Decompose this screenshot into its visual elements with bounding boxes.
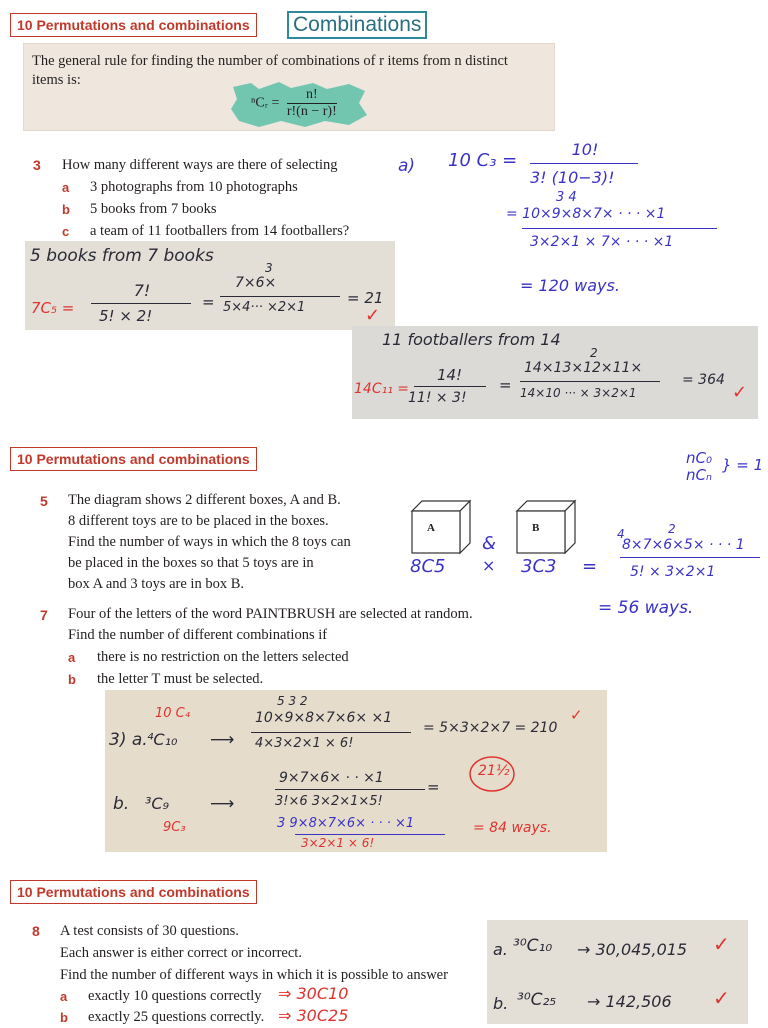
handwritten-numerator: 8×7×6×5× · · · 1 xyxy=(622,537,745,553)
photo-part-label: b. xyxy=(493,994,509,1013)
tick-icon: ✓ xyxy=(732,382,748,403)
photo-expand-den: 14×10 ··· × 3×2×1 xyxy=(520,386,637,400)
question-number: 7 xyxy=(40,607,48,623)
part-text: exactly 25 questions correctly. xyxy=(88,1009,265,1025)
fraction-bar xyxy=(414,386,486,387)
result-text: = 120 ways. xyxy=(520,276,620,295)
cancel-mark: 4 xyxy=(617,527,625,541)
photo-part-label: b. xyxy=(113,794,130,814)
question-line: Find the number of different ways in which it is possible to answer xyxy=(60,967,448,983)
photo-working-q8 xyxy=(487,920,748,1024)
tick-icon: ✓ xyxy=(713,986,730,1010)
expansion-numerator: = 10×9×8×7× · · · ×1 xyxy=(506,206,666,222)
expansion-denominator: 3×2×1 × 7× · · · ×1 xyxy=(530,234,674,250)
handwritten-3c3: 3C3 xyxy=(521,556,557,577)
photo-expression: ³⁰C₂₅ xyxy=(517,990,557,1010)
photo-working-c xyxy=(352,326,758,419)
photo-numerator: 10×9×8×7×6× ×1 xyxy=(255,710,393,726)
formula-fraction xyxy=(287,87,337,120)
arrow-icon: ⟶ xyxy=(210,730,235,750)
photo-result: = 84 ways. xyxy=(473,820,552,836)
photo-symbol: ³C₉ xyxy=(145,794,169,813)
arrow-icon: ⟶ xyxy=(210,794,235,814)
box-a-diagram xyxy=(408,497,473,555)
chapter-header: 10 Permutations and combinations xyxy=(10,13,257,37)
photo-lhs: 14C₁₁ = xyxy=(354,381,409,397)
question-line: be placed in the boxes so that 5 toys are in xyxy=(68,555,314,571)
part-label: b xyxy=(60,1010,68,1025)
handwritten-denominator: 3! (10−3)! xyxy=(530,168,615,187)
tick-icon: ✓ xyxy=(713,932,730,956)
photo-result: → 142,506 xyxy=(587,992,672,1011)
chapter-header: 10 Permutations and combinations xyxy=(10,880,257,904)
part-text: 3 photographs from 10 photographs xyxy=(90,179,298,195)
cancel-mark: 5 3 2 xyxy=(277,694,308,708)
photo-title: 5 books from 7 books xyxy=(30,246,214,266)
question-stem: How many different ways are there of selecting xyxy=(62,157,338,173)
handwritten-answer: ⇒ 30C10 xyxy=(278,984,349,1003)
question-text xyxy=(68,490,351,595)
photo-numerator: 7! xyxy=(133,281,151,300)
equals-sign: = xyxy=(499,376,512,394)
handwritten-numerator: 10! xyxy=(571,140,599,159)
fraction-bar xyxy=(251,732,411,733)
photo-denominator: 3!×6 3×2×1×5! xyxy=(275,794,383,809)
part-label: a xyxy=(62,180,70,195)
question-line: 8 different toys are to be placed in the boxes. xyxy=(68,513,329,529)
rule-panel xyxy=(24,44,554,130)
photo-expand-num: 7×6× xyxy=(235,275,277,291)
fraction-bar xyxy=(522,228,717,229)
formula-lhs: ⁿCᵣ = xyxy=(251,95,280,111)
cancel-marks: 3 4 xyxy=(556,190,577,205)
photo-lhs: 7C₅ = xyxy=(31,299,75,317)
handwritten-denominator: 5! × 3×2×1 xyxy=(630,564,716,580)
chapter-header: 10 Permutations and combinations xyxy=(10,447,257,471)
photo-title: 11 footballers from 14 xyxy=(382,330,561,349)
photo-expand-num: 14×13×12×11× xyxy=(524,360,643,376)
photo-result: = 21 xyxy=(347,289,384,307)
question-line: The diagram shows 2 different boxes, A and B. xyxy=(68,492,341,508)
question-stem: Four of the letters of the word PAINTBRUSH are selected at random. xyxy=(68,606,473,622)
question-line: Each answer is either correct or incorrect. xyxy=(60,945,302,961)
box-b-diagram xyxy=(513,497,578,555)
question-number: 5 xyxy=(40,493,48,509)
handwritten-8c5: 8C5 xyxy=(410,556,446,577)
blue-numerator: 3 9×8×7×6× · · · ×1 xyxy=(277,816,415,831)
fraction-bar xyxy=(295,834,445,835)
cancel-mark: 2 xyxy=(590,346,598,360)
fraction-bar xyxy=(275,789,425,790)
photo-denominator: 4×3×2×1 × 6! xyxy=(255,736,354,751)
photo-expand-den: 5×4··· ×2×1 xyxy=(223,300,306,315)
box-a-label: A xyxy=(427,522,435,534)
part-label: a xyxy=(60,989,68,1004)
tick-icon: ✓ xyxy=(365,305,381,326)
handwritten-amp: & xyxy=(482,533,497,554)
tick-icon: ✓ xyxy=(570,706,583,724)
cancel-mark: 2 xyxy=(668,522,676,536)
photo-result: = 364 xyxy=(682,372,725,388)
part-label: c xyxy=(62,224,70,239)
photo-red-note: 10 C₄ xyxy=(155,706,190,721)
photo-red-note: 9C₃ xyxy=(163,820,186,835)
rule-formula xyxy=(251,87,337,120)
rule-text: The general rule for finding the number of combinations of r items from n distinct items is: xyxy=(32,53,508,88)
part-text: there is no restriction on the letters selected xyxy=(97,649,349,665)
blue-denominator: 3×2×1 × 6! xyxy=(301,836,375,850)
photo-denominator: 11! × 3! xyxy=(408,390,467,406)
question-stem: Find the number of different combinations if xyxy=(68,627,328,643)
question-line: A test consists of 30 questions. xyxy=(60,923,239,939)
fraction-bar xyxy=(620,557,760,558)
part-label: b xyxy=(68,672,76,687)
result-text: = 56 ways. xyxy=(598,598,694,618)
formula-numerator: n! xyxy=(305,87,318,102)
photo-expression: ³⁰C₁₀ xyxy=(513,936,553,956)
part-text: the letter T must be selected. xyxy=(97,671,264,687)
fraction-bar xyxy=(520,381,660,382)
handwritten-lhs: 10 C₃ = xyxy=(448,150,518,171)
topic-title: Combinations xyxy=(287,11,427,39)
formula-denominator: r!(n − r)! xyxy=(286,104,337,119)
photo-part-label: 3) a. xyxy=(109,730,148,750)
photo-symbol: ⁴C₁₀ xyxy=(147,730,178,749)
cancel-mark: 3 xyxy=(265,261,273,275)
part-text: 5 books from 7 books xyxy=(90,201,217,217)
question-line: Find the number of ways in which the 8 toys can xyxy=(68,534,351,550)
part-text: exactly 10 questions correctly xyxy=(88,988,262,1004)
photo-numerator: 9×7×6× · · ×1 xyxy=(279,770,384,786)
equals-sign: = xyxy=(202,293,215,311)
edge-note-rhs: } = 1 xyxy=(722,456,764,474)
photo-numerator: 14! xyxy=(436,366,463,384)
question-text xyxy=(60,920,448,986)
question-number: 3 xyxy=(33,157,41,173)
box-b-label: B xyxy=(532,522,540,534)
equals-sign: = xyxy=(427,778,440,796)
question-number: 8 xyxy=(32,923,40,939)
question-line: box A and 3 toys are in box B. xyxy=(68,576,245,592)
photo-result: → 30,045,015 xyxy=(577,940,688,959)
photo-denominator: 5! × 2! xyxy=(99,307,153,325)
handwritten-equals: = xyxy=(582,556,598,577)
edge-note-line: nCₙ xyxy=(686,466,712,484)
photo-working-q7 xyxy=(105,690,607,852)
part-label: a xyxy=(68,650,76,665)
part-text: a team of 11 footballers from 14 footballers? xyxy=(90,223,350,239)
fraction-bar xyxy=(530,163,638,164)
part-label: b xyxy=(62,202,70,217)
fraction-bar xyxy=(220,296,340,297)
handwritten-answer: ⇒ 30C25 xyxy=(278,1006,349,1025)
edge-note-line: nC₀ xyxy=(686,449,712,467)
fraction-bar xyxy=(91,303,191,304)
photo-part-label: a. xyxy=(493,940,508,959)
photo-result: = 5×3×2×7 = 210 xyxy=(423,720,558,736)
circled-value: 21½ xyxy=(478,763,510,779)
photo-working-b xyxy=(25,241,395,330)
handwritten-times: × xyxy=(482,556,496,575)
handwritten-label: a) xyxy=(398,156,416,176)
edge-note xyxy=(686,450,712,484)
